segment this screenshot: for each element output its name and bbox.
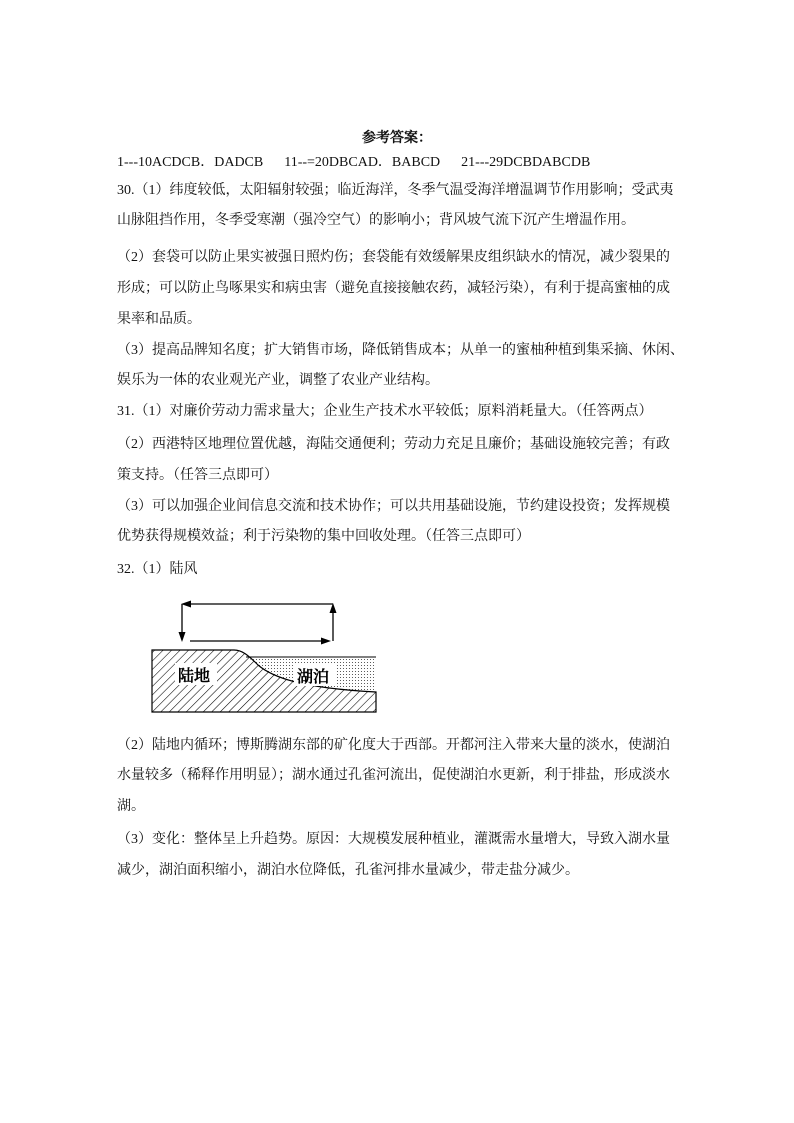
q30-part1-line2: 山脉阻挡作用，冬季受寒潮（强冷空气）的影响小；背风坡气流下沉产生增温作用。 xyxy=(117,213,635,228)
q32-part2-line3: 湖。 xyxy=(117,799,145,814)
sinking-air-arrowhead xyxy=(179,632,186,642)
q30-part2-line3: 果率和品质。 xyxy=(117,312,201,327)
q31-part1-line1: 31.（1）对廉价劳动力需求量大；企业生产技术水平较低；原料消耗量大。（任答两点） xyxy=(117,404,653,419)
page-title: 参考答案： xyxy=(362,131,432,146)
q32-part2-line1: （2）陆地内循环；博斯腾湖东部的矿化度大于西部。开都河注入带来大量的淡水，使湖泊 xyxy=(117,738,670,753)
q31-part2-line1: （2）西港特区地理位置优越，海陆交通便利；劳动力充足且廉价；基础设施较完善；有政 xyxy=(117,437,670,452)
q32-part3-line1: （3）变化：整体呈上升趋势。原因：大规模发展种植业，灌溉需水量增大，导致入湖水量 xyxy=(117,832,670,847)
surface-wind-arrowhead xyxy=(321,638,331,645)
multiple-choice-answers: 1---10ACDCB．DADCB 11--=20DBCAD．BABCD 21---29DCBDABCDB xyxy=(117,155,591,170)
q31-part3-line1: （3）可以加强企业间信息交流和技术协作；可以共用基础设施，节约建设投资；发挥规模 xyxy=(117,499,670,514)
q32-part2-line2: 水量较多（稀释作用明显）；湖水通过孔雀河流出，促使湖泊水更新，利于排盐，形成淡水 xyxy=(117,768,670,783)
q32-part1-line1: 32.（1）陆风 xyxy=(117,562,198,577)
q30-part1-line1: 30.（1）纬度较低，太阳辐射较强；临近海洋，冬季气温受海洋增温调节作用影响；受武夷 xyxy=(117,183,674,198)
land-lake-breeze-diagram xyxy=(150,595,380,717)
q30-part2-line1: （2）套袋可以防止果实被强日照灼伤；套袋能有效缓解果皮组织缺水的情况，减少裂果的 xyxy=(117,250,670,265)
q31-part2-line2: 策支持。（任答三点即可） xyxy=(117,468,278,483)
q30-part3-line1: （3）提高品牌知名度；扩大销售市场，降低销售成本；从单一的蜜柚种植到集采摘、休闲、 xyxy=(117,343,684,358)
q30-part3-line2: 娱乐为一体的农业观光产业，调整了农业产业结构。 xyxy=(117,373,439,388)
q30-part2-line2: 形成；可以防止鸟啄果实和病虫害（避免直接接触农药，减轻污染），有利于提高蜜柚的成 xyxy=(117,281,670,296)
land-label: 陆地 xyxy=(178,666,211,685)
q32-part3-line2: 减少，湖泊面积缩小，湖泊水位降低，孔雀河排水量减少，带走盐分减少。 xyxy=(117,863,579,878)
q31-part3-line2: 优势获得规模效益；利于污染物的集中回收处理。（任答三点即可） xyxy=(117,529,530,544)
lake-label: 湖泊 xyxy=(297,667,330,686)
